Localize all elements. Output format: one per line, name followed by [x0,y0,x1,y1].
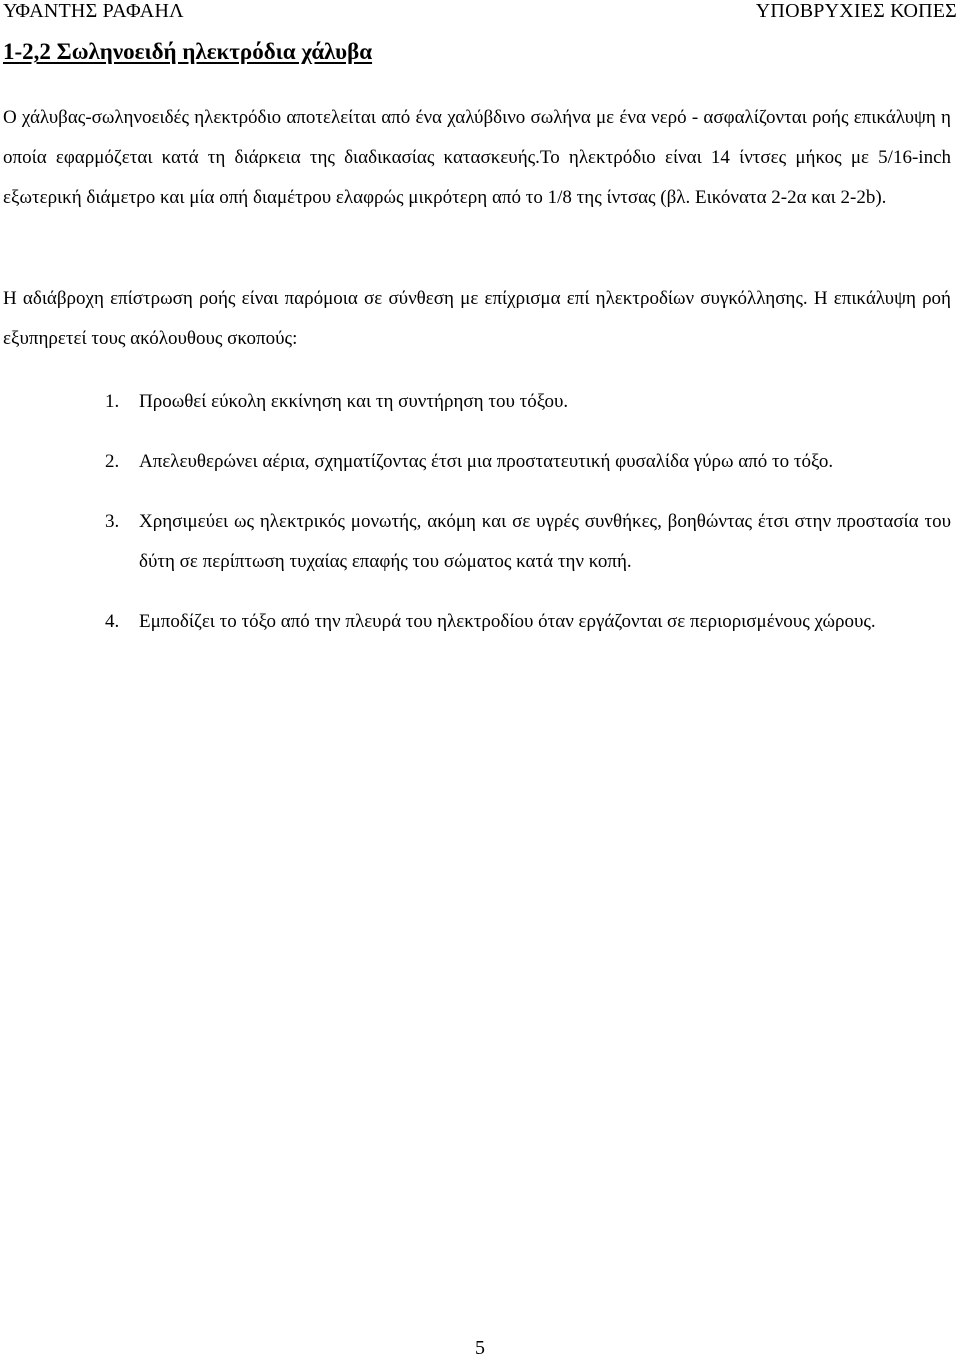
list-item-number: 3. [105,511,120,532]
header-author: ΥΦΑΝΤΗΣ ΡΑΦΑΗΛ [3,0,184,22]
section-title: 1-2,2 Σωληνοειδή ηλεκτρόδια χάλυβα [3,39,373,64]
list-item-text: Προωθεί εύκολη εκκίνηση και τη συντήρηση του τόξου. [139,391,569,412]
page-number: 5 [475,1337,485,1359]
list-item-text: Χρησιμεύει ως ηλεκτρικός μονωτής, ακόμη και σε υγρές συνθήκες, βοηθώντας έτσι στην προστασία του δύτη σε περίπτωση τυχαίας επαφής του σώματος κατά την κοπή. [139,511,951,572]
list-item-number: 1. [105,391,120,412]
paragraph-intro: Ο χάλυβας-σωληνοειδές ηλεκτρόδιο αποτελείται από ένα χαλύβδινο σωλήνα με ένα νερό - ασφαλίζονται ροής επικάλυψη η οποία εφαρμόζεται κατά τη διάρκεια της διαδικασίας κατασκευής.Το ηλεκτρόδιο είναι 14 ίντσες μήκος με 5/16-inch εξωτερική διάμετρο και μία οπή διαμέτρου ελαφρώς μικρότερη από το 1/8 της ίντσας (βλ. Εικόνατα 2-2α και 2-2b). [3,107,951,208]
list-item [0,502,951,582]
list-item [0,442,951,482]
list-item-number: 4. [105,611,120,632]
header-title: ΥΠΟΒΡΥΧΙΕΣ ΚΟΠΕΣ [755,0,957,22]
list-item-text: Εμποδίζει το τόξο από την πλευρά του ηλεκτροδίου όταν εργάζονται σε περιορισμένους χώρους. [139,611,876,632]
list-item-number: 2. [105,451,120,472]
list-item-text: Απελευθερώνει αέρια, σχηματίζοντας έτσι μια προστατευτική φυσαλίδα γύρω από το τόξο. [139,451,834,472]
list-item [0,382,951,422]
paragraph-coating: Η αδιάβροχη επίστρωση ροής είναι παρόμοια σε σύνθεση με επίχρισμα επί ηλεκτροδίων συγκόλλησης. Η επικάλυψη ροή εξυπηρετεί τους ακόλουθους σκοπούς: [3,288,951,349]
list-item [0,602,951,642]
purposes-list [0,382,960,662]
